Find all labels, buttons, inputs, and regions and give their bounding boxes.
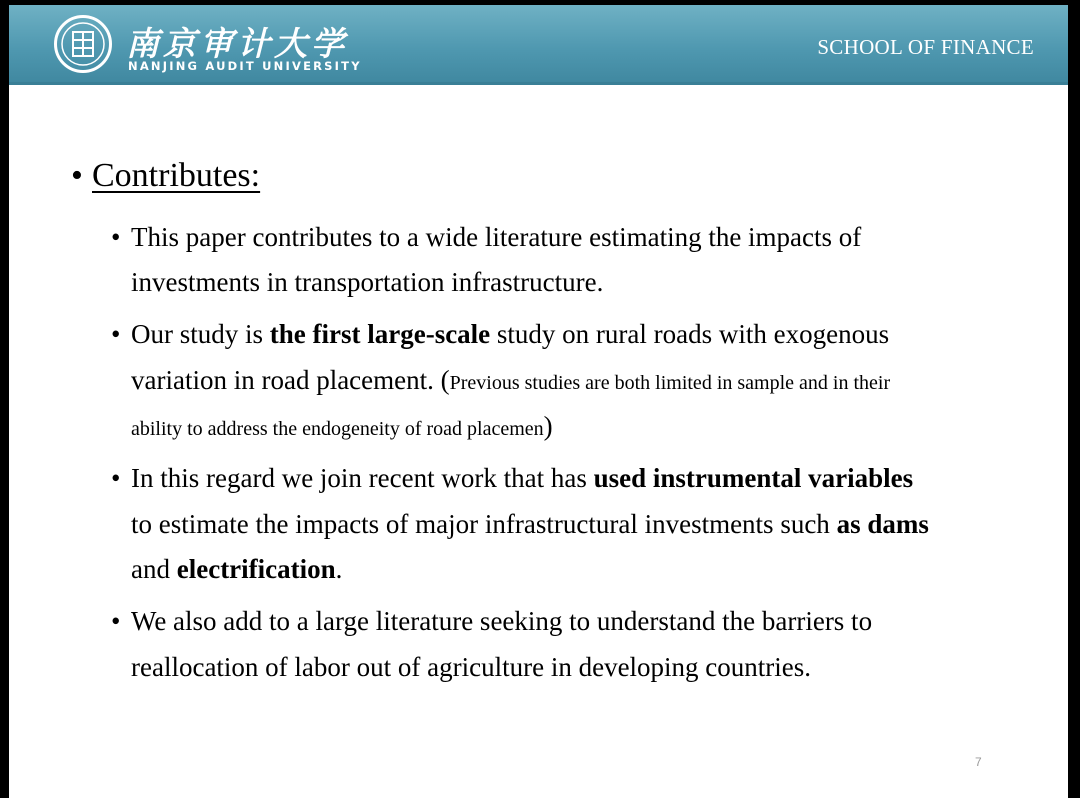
text-line: [131, 365, 890, 396]
bullet-marker: •: [111, 606, 121, 636]
university-name-chinese: 南京审计大学: [126, 24, 348, 63]
small-text-run: Previous studies are both limited in sample and in their: [449, 372, 891, 394]
text-line: reallocation of labor out of agriculture in developing countries.: [131, 652, 812, 682]
bold-text-run: electrification: [176, 554, 336, 584]
page-number: 7: [975, 755, 982, 769]
slide: [9, 5, 1068, 798]
text-run: Our study is: [131, 319, 270, 349]
school-name: SCHOOL OF FINANCE: [817, 35, 1034, 59]
small-text-run: ability to address the endogeneity of road placemen: [131, 418, 544, 440]
slide-heading: Contributes:: [92, 157, 261, 194]
text-line: [131, 411, 553, 442]
text-line: [131, 554, 342, 585]
text-run: ): [543, 411, 553, 441]
heading-bullet-item: [71, 157, 260, 195]
text-run: study on rural roads with exogenous: [490, 319, 890, 349]
university-name-english: NANJING AUDIT UNIVERSITY: [128, 59, 362, 73]
text-line: [131, 509, 929, 540]
text-run: variation in road placement. (: [131, 365, 450, 395]
text-line: investments in transportation infrastructure.: [131, 267, 604, 297]
text-line: [131, 463, 913, 494]
bullet-marker: •: [111, 319, 121, 349]
bullet-marker: •: [111, 222, 121, 252]
text-line: We also add to a large literature seeking to understand the barriers to: [131, 606, 873, 636]
text-run: In this regard we join recent work that has: [131, 463, 594, 493]
text-line: This paper contributes to a wide literature estimating the impacts of: [131, 222, 862, 252]
text-run: .: [335, 554, 343, 584]
bold-text-run: as dams: [836, 509, 929, 539]
bullet-marker: •: [71, 157, 83, 194]
bullet-marker: •: [111, 463, 121, 493]
bold-text-run: the first large-scale: [269, 319, 491, 349]
slide-content: [9, 5, 1068, 798]
text-run: to estimate the impacts of major infrastructural investments such: [131, 509, 837, 539]
text-run: and: [131, 554, 177, 584]
text-line: [131, 319, 889, 350]
bold-text-run: used instrumental variables: [593, 463, 914, 493]
